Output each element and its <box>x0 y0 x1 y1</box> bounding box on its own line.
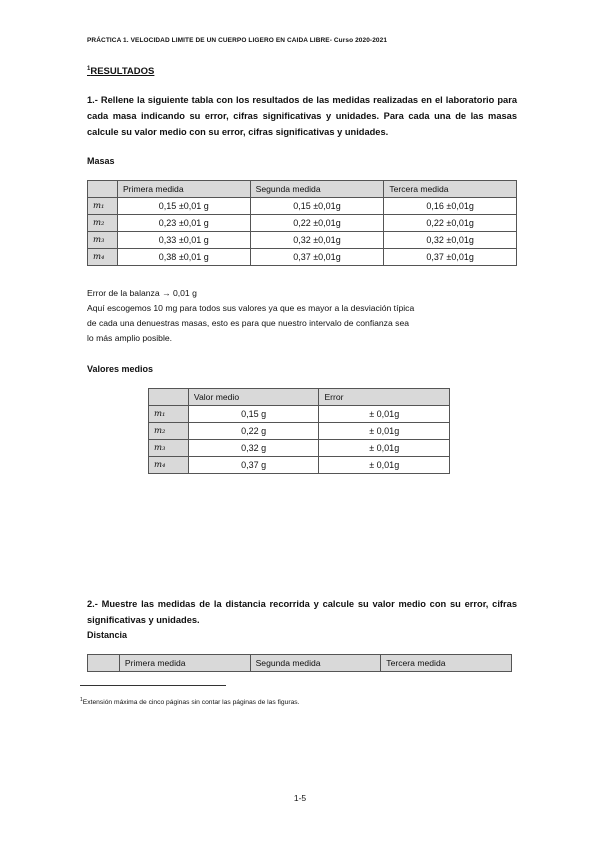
balance-note <box>87 286 414 346</box>
question-2: 2.- Muestre las medidas de la distancia recorrida y calcule su valor medio con su error, cifras significativas y unidades. <box>87 599 517 625</box>
table-cell: 0,22 g <box>188 423 319 440</box>
table-cell: 0,16 ±0,01g <box>384 198 517 215</box>
masas-heading: Masas <box>87 156 115 166</box>
table-cell: 0,37 g <box>188 457 319 474</box>
table-cell: 0,37 ±0,01g <box>384 249 517 266</box>
footnote-separator <box>80 685 226 686</box>
table-corner-cell <box>88 181 118 198</box>
footnote <box>80 697 300 706</box>
column-header: Tercera medida <box>381 655 512 672</box>
table-cell: ± 0,01g <box>319 457 450 474</box>
table-cell: ± 0,01g <box>319 406 450 423</box>
table-row <box>88 215 517 232</box>
balance-explanation-line: de cada una denuestras masas, esto es para que nuestro intervalo de confianza sea <box>87 318 409 328</box>
valores-medios-heading: Valores medios <box>87 364 154 374</box>
valores-medios-table <box>148 388 450 474</box>
running-header: PRÁCTICA 1. VELOCIDAD LIMITE DE UN CUERPO LIGERO EN CAIDA LIBRE- Curso 2020-2021 <box>87 37 388 44</box>
table-row <box>149 440 450 457</box>
table-cell: 0,32 ±0,01g <box>250 232 384 249</box>
table-row <box>149 457 450 474</box>
footnote-mark: 1 <box>80 697 83 703</box>
table-cell: 0,37 ±0,01g <box>250 249 384 266</box>
footnote-text: Extensión máxima de cinco páginas sin contar las páginas de las figuras. <box>82 699 300 707</box>
valores-medios-header-row <box>149 389 450 406</box>
table-cell: ± 0,01g <box>319 423 450 440</box>
balance-error-line: Error de la balanza → 0,01 g <box>87 288 197 298</box>
table-row <box>88 232 517 249</box>
table-row <box>88 198 517 215</box>
table-cell: ± 0,01g <box>319 440 450 457</box>
row-label: m₄ <box>88 249 118 266</box>
table-cell: 0,22 ±0,01g <box>384 215 517 232</box>
column-header: Primera medida <box>117 181 250 198</box>
table-corner-cell <box>149 389 189 406</box>
table-row <box>149 423 450 440</box>
row-label: m₃ <box>88 232 118 249</box>
balance-explanation-line: lo más amplio posible. <box>87 333 173 343</box>
table-cell: 0,33 ±0,01 g <box>117 232 250 249</box>
column-header: Segunda medida <box>250 655 381 672</box>
table-cell: 0,15 ±0,01 g <box>117 198 250 215</box>
table-row <box>88 249 517 266</box>
table-corner-cell <box>88 655 120 672</box>
distancia-header-row <box>88 655 512 672</box>
question-1: 1.- Rellene la siguiente tabla con los resultados de las medidas realizadas en el laboratorio para cada masa indicando su error, cifras significativas y unidades. Para cada una de las masas calcule su valor medio con su error, cifras significativas y unidades. <box>87 95 517 137</box>
section-title-text: RESULTADOS <box>90 66 155 78</box>
column-header: Primera medida <box>119 655 250 672</box>
row-label: m₁ <box>149 406 189 423</box>
table-cell: 0,15 g <box>188 406 319 423</box>
column-header: Valor medio <box>188 389 319 406</box>
table-cell: 0,32 g <box>188 440 319 457</box>
row-label: m₃ <box>149 440 189 457</box>
row-label: m₂ <box>149 423 189 440</box>
table-cell: 0,32 ±0,01g <box>384 232 517 249</box>
table-cell: 0,22 ±0,01g <box>250 215 384 232</box>
section-title <box>87 66 154 77</box>
row-label: m₁ <box>88 198 118 215</box>
column-header: Segunda medida <box>250 181 384 198</box>
table-cell: 0,15 ±0,01g <box>250 198 384 215</box>
table-cell: 0,38 ±0,01 g <box>117 249 250 266</box>
table-row <box>149 406 450 423</box>
masas-table <box>87 180 517 266</box>
row-label: m₄ <box>149 457 189 474</box>
page-number: 1-5 <box>293 793 307 803</box>
balance-explanation-line: Aquí escogemos 10 mg para todos sus valores ya que es mayor a la desviación típica <box>87 303 415 313</box>
distancia-table <box>87 654 512 672</box>
masas-header-row <box>88 181 517 198</box>
table-cell: 0,23 ±0,01 g <box>117 215 250 232</box>
column-header: Error <box>319 389 450 406</box>
distancia-heading: Distancia <box>87 630 128 640</box>
row-label: m₂ <box>88 215 118 232</box>
footnote-reference: 1 <box>87 66 91 72</box>
column-header: Tercera medida <box>384 181 517 198</box>
